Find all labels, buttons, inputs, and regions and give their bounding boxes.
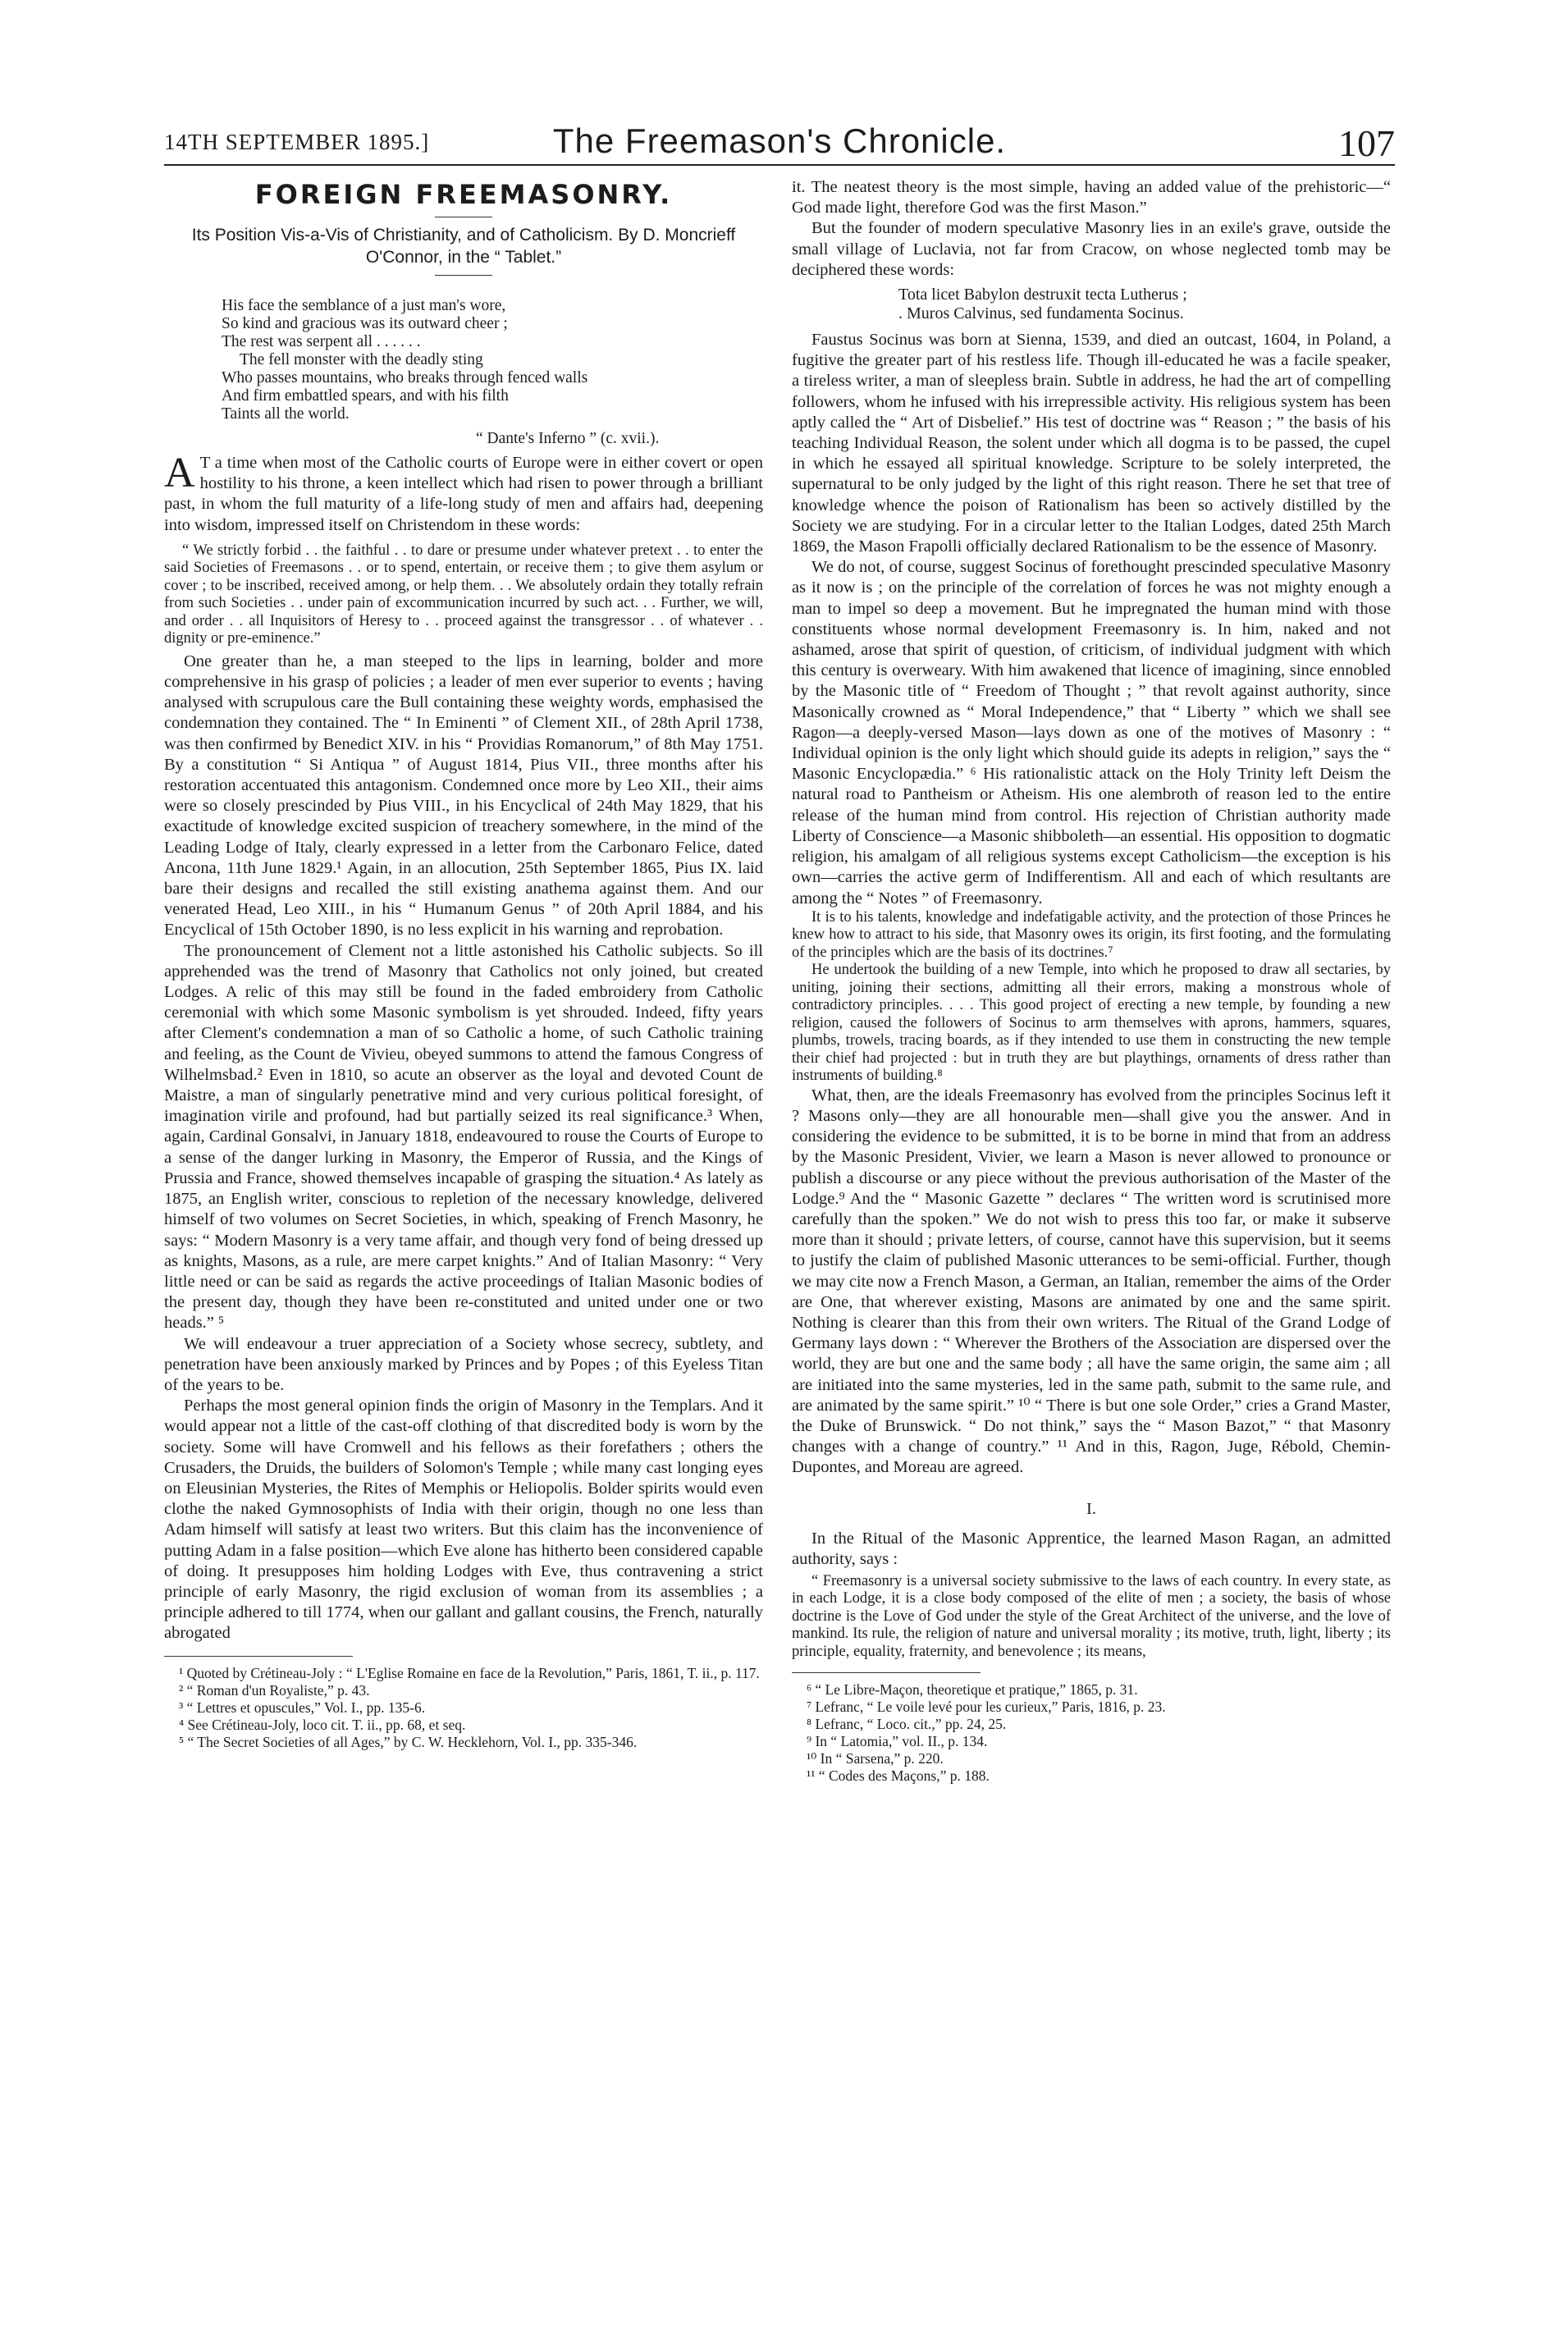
poem-line: His face the semblance of a just man's wore,	[222, 297, 506, 314]
paragraph: it. The neatest theory is the most simple, having an added value of the prehistoric—“ God made light, therefore God was the first Mason.”	[792, 178, 1391, 217]
paragraph: The pronouncement of Clement not a little astonished his Catholic subjects. So ill apprehended was the trend of Masonry that Catholics not only joined, but created Lodges. A relic of this may still be found in the faded embroidery from Catholic ceremonial with which some Masonic symbolism is yet shrouded. Indeed, fifty years after Clement's condemnation a man of so Catholic a home, of such Catholic training and feeling, as the Count de Vivieu, obeyed summons to attend the famous Congress of Wilhelmsbad.² Even in 1810, so acute an observer as the loyal and devoted Count de Maistre, a man of singularly penetrative mind and very curious political foresight, of imagination virile and profound, had but partially seized its real significance.³ When, again, Cardinal Gonsalvi, in January 1818, endeavoured to rouse the Courts of Europe to a sense of the danger lurking in Masonry, the Emperor of Russia, and the Kings of Prussia and France, showed themselves incapable of grasping the situation.⁴ As lately as 1875, an English writer, conscious to repletion of the necessary knowledge, delivered himself of two volumes on Secret Societies, in which, speaking of French Masonry, he says: “ Modern Masonry is a very tame affair, and though very fond of being dressed up as knights, Masons, as a rule, are mere carpet knights.” And of Italian Masonry: “ Very little need or can be said as regards the active proceedings of Italian Masonic bodies of the present day, though they have been re-constituted and united under one or two heads.” ⁵	[164, 941, 763, 1333]
masthead-rule	[164, 164, 1395, 166]
paragraph: We do not, of course, suggest Socinus of forethought prescinded speculative Masonry as it now is ; on the principle of the correlation of forces he was not mighty enough a man to impel so deep a movement. But he impregnated the human mind with those constituents whose normal development Freemasonry is. In him, naked and not ashamed, arose that spirit of question, of criticism, of individual judgment with which this century is overweary. With him awakened that licence of imagining, since ennobled by the Masonic title of “ Freedom of Thought ; ” that revolt against authority, since Masonically crowned as “ Moral Independence,” that “ Liberty ” which we shall see Ragon—a deeply-versed Mason—lays down as one of the motives of Masonry : “ Individual opinion is the only light which should guide its adepts in religion,” says the “ Masonic Encyclopædia.” ⁶ His rationalistic attack on the Holy Trinity left Deism the natural road to Pantheism or Atheism. His one alembroth of reason led to the entire release of the human mind from control. His rejection of Christian authority made Liberty of Conscience—a Masonic shibboleth—an essential. His opposition to dogmatic religion, his amalgam of all religious systems except Catholicism—the exception is his own—carries the active germ of Indifferentism. All and each of which resultants are among the “ Notes ” of Freemasonry.	[792, 558, 1391, 908]
paragraph	[164, 450, 763, 536]
paragraph: We will endeavour a truer appreciation of a Society whose secrecy, subtlety, and penetration have been anxiously marked by Princes and by Popes ; of this Eyeless Titan of the years to be.	[164, 1334, 763, 1394]
footnotes	[792, 1681, 1391, 1785]
paragraph: Perhaps the most general opinion finds the origin of Masonry in the Templars. And it would appear not a little of the cast-off clothing of that discredited body is worn by the society. Some will have Cromwell and his fellows as their forefathers ; others the Crusaders, the Druids, the builders of Solomon's Temple ; while many cast longing eyes on Eleusinian Mysteries, the Rites of Memphis or Heliopolis. Bolder spirits would even clothe the naked Gymnosophists of India with their origin, though no one less than Adam himself will satisfy at least two writers. But this claim has the inconvenience of putting Adam in a false position—which Eve alone has hitherto been considered capable of doing. It presupposes him holding Lodges with Eve, thus contravening a strict principle of early Masonry, the rigid exclusion of woman from its assemblies ; a principle adhered to till 1774, when our gallant and gallant cousins, the French, naturally abrogated	[164, 1397, 763, 1643]
footnote: ⁶ “ Le Libre-Maçon, theoretique et pratique,” 1865, p. 31.	[807, 1681, 1138, 1699]
footnote: ¹⁰ In “ Sarsena,” p. 220.	[807, 1750, 944, 1767]
footnotes	[164, 1665, 763, 1751]
poem-line: The rest was serpent all . . . . . .	[222, 333, 421, 350]
subtitle-rule	[435, 275, 492, 276]
page-number: 107	[1338, 122, 1395, 164]
paragraph: Faustus Socinus was born at Sienna, 1539, and died an outcast, 1604, in Poland, a fugitive the greater part of his restless life. Though ill-educated he was a facile speaker, a tireless writer, a man of sleepless brain. Subtle in address, he had the art of compelling followers, whom he infused with his irrepressible activity. His religious system has been aptly called the “ Art of Disbelief.” His test of doctrine was “ Reason ; ” the basis of his teaching Individual Reason, the solent under which all dogma is to be passed, the cupel in which he essayed all spiritual knowledge. Scripture to be solely interpreted, the supernatural to be only judged by the light of this right reason. There he set that tree of knowledge whence the poison of Rationalism has been so actively distilled by the Society we are studying. For in a circular letter to the Italian Lodges, dated 25th March 1869, the Mason Frapolli officially declared Rationalism to be the essence of Masonry.	[792, 331, 1391, 556]
poem-line: And firm embattled spears, and with his filth	[222, 387, 509, 405]
block-quote: “ Freemasonry is a universal society submissive to the laws of each country. In every state, as in each Lodge, it is a close body composed of the elite of men ; a society, the basis of whose doctrine is the Love of God under the style of the Great Architect of the universe, and the love of mankind. Its rule, the religion of nature and universal morality ; its motive, truth, light, liberty ; its principle, equality, fraternity, and benevolence ; its means,	[792, 1572, 1391, 1660]
epigraph-poem	[222, 297, 763, 423]
footnote: ⁵ “ The Secret Societies of all Ages,” by C. W. Hecklehorn, Vol. I., pp. 335-346.	[179, 1733, 638, 1750]
right-column	[792, 177, 1391, 1785]
footnote: ⁹ In “ Latomia,” vol. II., p. 134.	[807, 1733, 988, 1750]
footnote: ¹ Quoted by Crétineau-Joly : “ L'Eglise Romaine en face de la Revolution,” Paris, 1861, T. ii., p. 117.	[179, 1664, 760, 1681]
footnote: ² “ Roman d'un Royaliste,” p. 43.	[179, 1681, 370, 1699]
footnote: ⁸ Lefranc, “ Loco. cit.,” pp. 24, 25.	[807, 1716, 1007, 1733]
footnote: ⁷ Lefranc, “ Le voile levé pour les curieux,” Paris, 1816, p. 23.	[807, 1699, 1166, 1716]
footnote: ³ “ Lettres et opuscules,” Vol. I., pp. 135-6.	[179, 1699, 426, 1716]
article-subtitle: Its Position Vis-a-Vis of Christianity, and of Catholicism. By D. Moncrieff O'Connor, in the “ Tablet.”	[191, 226, 736, 267]
paragraph: In the Ritual of the Masonic Apprentice, the learned Mason Ragan, an admitted authority, says :	[792, 1529, 1391, 1568]
inscription-line: Tota licet Babylon destruxit tecta Lutherus ;	[898, 286, 1187, 304]
paragraph: One greater than he, a man steeped to the lips in learning, bolder and more comprehensive in his grasp of policies ; a leader of men ever superior to events ; having analysed with scrupulous care the Bull containing these weighty words, emphasised the condemnation they contained. The “ In Eminenti ” of Clement XII., of 28th April 1738, was then confirmed by Benedict XIV. in his “ Providias Romanorum,” of 8th May 1751. By a constitution “ Si Antiqua ” of August 1814, Pius VII., three months after his restoration accentuated this antagonism. Condemned once more by Leo XII., their aims were so closely prescinded by Pius VIII., in his Encyclical of 24th May 1829, that his exactitude of knowledge excited suspicion of treachery somewhere, in the mind of the Leading Lodge of Italy, clearly expressed in a letter from the Carbonaro Felice, dated Ancona, 11th June 1829.¹ Again, in an allocution, 25th September 1865, Pius IX. laid bare their designs and recalled the still existing anathema against them. And our venerated Head, Leo XIII., in his “ Humanum Genus ” of 20th April 1884, and his Encyclical of 15th October 1890, is no less explicit in his warning and reprobation.	[164, 652, 763, 940]
poem-line: Taints all the world.	[222, 405, 350, 423]
paragraph: But the founder of modern speculative Masonry lies in an exile's grave, outside the small village of Luclavia, not far from Cracow, on whose neglected tomb may be deciphered these words:	[792, 219, 1391, 279]
drop-cap: A	[164, 450, 195, 496]
masthead	[164, 121, 1395, 164]
poem-line: The fell monster with the deadly sting	[240, 351, 483, 368]
publication-title: The Freemason's Chronicle.	[552, 121, 1007, 160]
poem-citation: “ Dante's Inferno ” (c. xvii.).	[476, 430, 660, 447]
footnote-rule	[792, 1672, 981, 1673]
footnote-rule	[164, 1656, 353, 1657]
block-quote: It is to his talents, knowledge and indefatigable activity, and the protection of those Princes he knew how to attract to his side, that Masonry owes its origin, its first footing, and the formulating of the principles which are the basis of its doctrines.⁷	[792, 908, 1391, 961]
tomb-inscription	[898, 286, 1391, 323]
article-title: FOREIGN FREEMASONRY.	[254, 179, 673, 210]
left-column	[164, 177, 763, 1751]
footnote: ⁴ See Crétineau-Joly, loco cit. T. ii., pp. 68, et seq.	[179, 1716, 466, 1733]
paragraph: What, then, are the ideals Freemasonry has evolved from the principles Socinus left it ? Masons only—they are all honourable men—shall give you the answer. And in considering the evidence to be submitted, it is to be borne in mind that from an address by the Masonic President, Vivier, we learn a Mason is never allowed to pronounce or publish a discourse or any piece without the previous authorisation of the Master of the Lodge.⁹ And the “ Masonic Gazette ” declares “ The written word is scrutinised more carefully than the spoken.” We do not wish to press this too far, or make it subserve more than it should ; private letters, of course, cannot have this supervision, but it seems to justify the claim of published Masonic utterances to be semi-official. Further, though we may cite now a French Mason, a German, an Italian, remember the aims of the Order are One, that wherever existing, Masons are animated by one and the same spirit. Nothing is clearer than this from their own writers. The Ritual of the Grand Lodge of Germany lays down : “ Wherever the Brothers of the Association are dispersed over the world, they are but one and the same body ; all have the same origin, the same aim ; all are initiated into the same mysteries, led in the same path, submit to the same rule, and are animated by the same spirit.” ¹⁰ “ There is but one sole Order,” cries a Grand Master, the Duke of Brunswick. “ Do not think,” says the “ Mason Bazot,” “ that Masonry changes with a change of country.” ¹¹ And in this, Ragon, Juge, Rébold, Chemin-Dupontes, and Moreau are agreed.	[792, 1086, 1391, 1477]
block-quote: “ We strictly forbid . . the faithful . . to dare or presume under whatever pretext . . to enter the said Societies of Freemasons . . or to spend, entertain, or receive them ; to give them asylum or cover ; to be inscribed, received among, or help them. . . We absolutely ordain they totally refrain from such Societies . . under pain of excommunication incurred by such act. . . Further, we will, and order . . all Inquisitors of Heresy to . . proceed against the transgressor . . of whatever . . dignity or pre-eminence.”	[164, 542, 763, 647]
poem-line: So kind and gracious was its outward cheer ;	[222, 315, 508, 332]
block-quote: He undertook the building of a new Temple, into which he proposed to draw all sectaries, by uniting, joining their sections, admitting all their errors, making a monstrous whole of contradictory principles. . . . This good project of erecting a new temple, by founding a new religion, caused the followers of Socinus to arm themselves with aprons, hammers, squares, plumbs, trowels, tracing boards, as if they intended to use them in constructing the new temple their chief had projected : but in truth they are but playthings, ornaments of dress rather than instruments of building.⁸	[792, 962, 1391, 1085]
footnote: ¹¹ “ Codes des Maçons,” p. 188.	[807, 1767, 990, 1785]
inscription-line: . Muros Calvinus, sed fundamenta Socinus.	[898, 304, 1184, 323]
issue-date: 14TH SEPTEMBER 1895.]	[164, 130, 430, 154]
section-number: I.	[1086, 1499, 1096, 1518]
poem-line: Who passes mountains, who breaks through fenced walls	[222, 369, 588, 386]
paragraph-text: T a time when most of the Catholic courts of Europe were in either covert or open hostility to his throne, a keen intellect which had risen to power through a brilliant past, in whom the full maturity of a life-long study of men and affairs had, deepening into wisdom, impressed itself on Christendom in these words:	[164, 454, 763, 534]
